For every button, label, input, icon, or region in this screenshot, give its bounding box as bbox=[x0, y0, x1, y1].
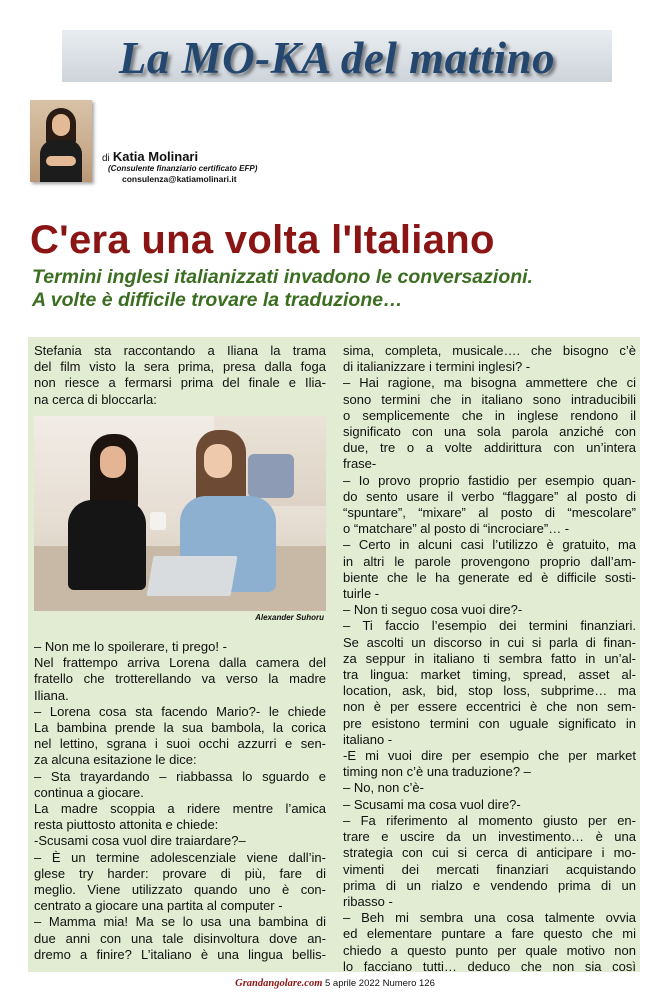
text-line: non è per essere eccentrici è che non sem- bbox=[343, 699, 636, 715]
text-line: – Fa riferimento al momento giusto per en- bbox=[343, 812, 636, 828]
text-line: tuirle - bbox=[343, 586, 380, 602]
text-line: – Non me lo spoilerare, ti prego! - bbox=[34, 639, 227, 654]
text-line: o “matchare” al posto di “incrociare”… - bbox=[343, 521, 570, 537]
photo-cushion bbox=[248, 454, 294, 498]
text-line: ed elementare puntare a fare questo che mi bbox=[343, 926, 636, 942]
text-line: timing non c’è una traduzione? – bbox=[343, 764, 531, 780]
text-line: di italianizzare i termini inglesi? - bbox=[343, 359, 531, 375]
text-line: due anni con una tale disinvoltura dove an- bbox=[34, 930, 326, 946]
text-line: – Hai ragione, ma bisogna ammettere che ci bbox=[343, 375, 636, 391]
byline-prefix: di bbox=[102, 153, 110, 164]
footer-date: 5 aprile 2022 bbox=[325, 978, 380, 989]
text-line: za seppur in italiano ti sembra fatto in un’al- bbox=[343, 650, 636, 666]
article-headline: C'era una volta l'Italiano bbox=[30, 218, 495, 262]
text-line: Se ascolti un discorso in cui si parla di finan- bbox=[343, 634, 636, 650]
text-line: prima di un rialzo e vendendo prima di un bbox=[343, 877, 636, 893]
text-line: ribasso - bbox=[343, 893, 393, 909]
text-line: frase- bbox=[343, 456, 377, 472]
article-column-right bbox=[343, 343, 636, 975]
text-line: – Ti faccio l’esempio dei termini finanziari. bbox=[343, 618, 636, 634]
text-line: – Io provo proprio fastidio per esempio quan- bbox=[343, 472, 636, 488]
article-column-left-continued bbox=[34, 639, 326, 963]
text-line: chiedo a questo punto per quale motivo non bbox=[343, 942, 636, 958]
author-photo bbox=[30, 100, 92, 182]
byline bbox=[102, 150, 198, 165]
text-line: – Scusami ma cosa vuol dire?- bbox=[343, 796, 521, 812]
text-line: sono termini che in italiano sono intraducibili bbox=[343, 391, 636, 407]
text-line: La madre scoppia a ridere mentre l’amica bbox=[34, 801, 326, 817]
text-line: sima, completa, musicale…. che bisogno c’è bbox=[343, 343, 636, 358]
text-line: pre esistono termini con uguale significato in bbox=[343, 715, 636, 731]
text-line: glese try harder: provare di più, fare di bbox=[34, 865, 326, 881]
text-line: Stefania sta raccontando a Iliana la trama bbox=[34, 343, 326, 358]
text-line: La bambina prende la sua bambola, la corica bbox=[34, 720, 326, 736]
text-line: do sento usare il verbo “flaggare” al posto di bbox=[343, 488, 636, 504]
text-line: Nel frattempo arriva Lorena dalla camera del bbox=[34, 655, 326, 671]
text-line: o semplicemente che in inglese rendono il bbox=[343, 407, 636, 423]
article-photo bbox=[34, 416, 326, 624]
text-line: – Non ti seguo cosa vuoi dire?- bbox=[343, 602, 523, 618]
left-column-dialogue bbox=[34, 639, 326, 963]
author-name: Katia Molinari bbox=[112, 149, 199, 164]
masthead-banner bbox=[62, 30, 612, 82]
text-line: in altri le parole provengono proprio dall’am- bbox=[343, 553, 636, 569]
footer-site[interactable]: Grandangolare.com bbox=[235, 978, 323, 989]
text-line: lo facciano tutti… deduco che non sia così bbox=[343, 958, 636, 974]
text-line: fratello che trotterellando va verso la madre bbox=[34, 671, 326, 687]
text-line: trare e uscire da un investimento… è una bbox=[343, 829, 636, 845]
masthead-title: La MO-KA del mattino bbox=[118, 33, 556, 83]
text-line: biente che le ha generate ed è difficile sosti- bbox=[343, 569, 636, 585]
text-line: – Beh mi sembra una cosa talmente ovvia bbox=[343, 910, 636, 926]
text-line: – Lorena cosa sta facendo Mario?- le chiede bbox=[34, 703, 326, 719]
text-line: -E mi vuoi dire per esempio che per market bbox=[343, 748, 636, 764]
text-line: – Certo in alcuni casi l’utilizzo è gratuito, ma bbox=[343, 537, 636, 553]
text-line: nel lettino, sgrana i suoi occhi azzurri e sen- bbox=[34, 736, 326, 752]
text-line: location, ask, bid, stop loss, subprime… ma bbox=[343, 683, 636, 699]
text-line: “spuntare”, “mixare” al posto di “mescolare” bbox=[343, 505, 636, 521]
author-photo-face bbox=[52, 114, 70, 136]
text-line: vimenti dei mercati finanziari acquistando bbox=[343, 861, 636, 877]
article-subhead bbox=[32, 266, 652, 312]
left-column-intro bbox=[34, 343, 326, 408]
photo-mug bbox=[150, 512, 166, 530]
text-line: significato con una sola parola anziché con bbox=[343, 424, 636, 440]
text-line: za alcuna esitazione le dice: bbox=[34, 752, 197, 768]
subhead-line: A volte è difficile trovare la traduzione… bbox=[32, 289, 403, 311]
text-line: – No, non c’è- bbox=[343, 780, 424, 796]
photo-woman-left-body bbox=[68, 500, 146, 590]
text-line: due, tre o a volte addirittura con un’intera bbox=[343, 440, 636, 456]
article-column-left bbox=[34, 343, 326, 408]
photo-woman-right-face bbox=[204, 444, 232, 478]
photo-credit: Alexander Suhoru bbox=[255, 613, 324, 622]
text-line: – È un termine adolescenziale viene dall’in- bbox=[34, 849, 326, 865]
author-photo-hands bbox=[46, 156, 76, 166]
footer-issue: Numero 126 bbox=[382, 978, 435, 989]
text-line: -Scusami cosa vuol dire traiardare?– bbox=[34, 833, 246, 849]
subhead-line: Termini inglesi italianizzati invadono le conversazioni. bbox=[32, 266, 533, 288]
right-column-dialogue bbox=[343, 343, 636, 975]
text-line: dremo a finire? L’italiano è una lingua bellis- bbox=[34, 946, 326, 962]
text-line: – Mamma mia! Ma se lo usa una bambina di bbox=[34, 914, 326, 930]
author-email[interactable]: consulenza@katiamolinari.it bbox=[122, 174, 237, 184]
text-line: strategia con cui si cerca di anticipare i mo- bbox=[343, 845, 636, 861]
text-line: – Sta trayardando – riabbassa lo sguardo e bbox=[34, 768, 326, 784]
text-line: italiano - bbox=[343, 731, 393, 747]
article-photo-image bbox=[34, 416, 326, 611]
text-line: meglio. Viene utilizzato quando uno è con- bbox=[34, 882, 326, 898]
page-footer bbox=[0, 978, 670, 989]
text-line: tra lingua: market timing, spread, asset al- bbox=[343, 667, 636, 683]
text-line: non riesce a fermarsi prima del finale e Ilia- bbox=[34, 375, 326, 391]
text-line: centrato a giocare una partita al computer - bbox=[34, 898, 283, 914]
text-line: resta piuttosto attonita e chiede: bbox=[34, 817, 219, 833]
text-line: continua a giocare. bbox=[34, 784, 144, 800]
photo-woman-left-face bbox=[100, 446, 126, 478]
text-line: na cerca di bloccarla: bbox=[34, 391, 157, 407]
author-role: (Consulente finanziario certificato EFP) bbox=[108, 164, 258, 173]
text-line: Iliana. bbox=[34, 687, 69, 703]
text-line: del film visto la sera prima, presa dalla foga bbox=[34, 359, 326, 375]
photo-laptop bbox=[146, 556, 237, 596]
